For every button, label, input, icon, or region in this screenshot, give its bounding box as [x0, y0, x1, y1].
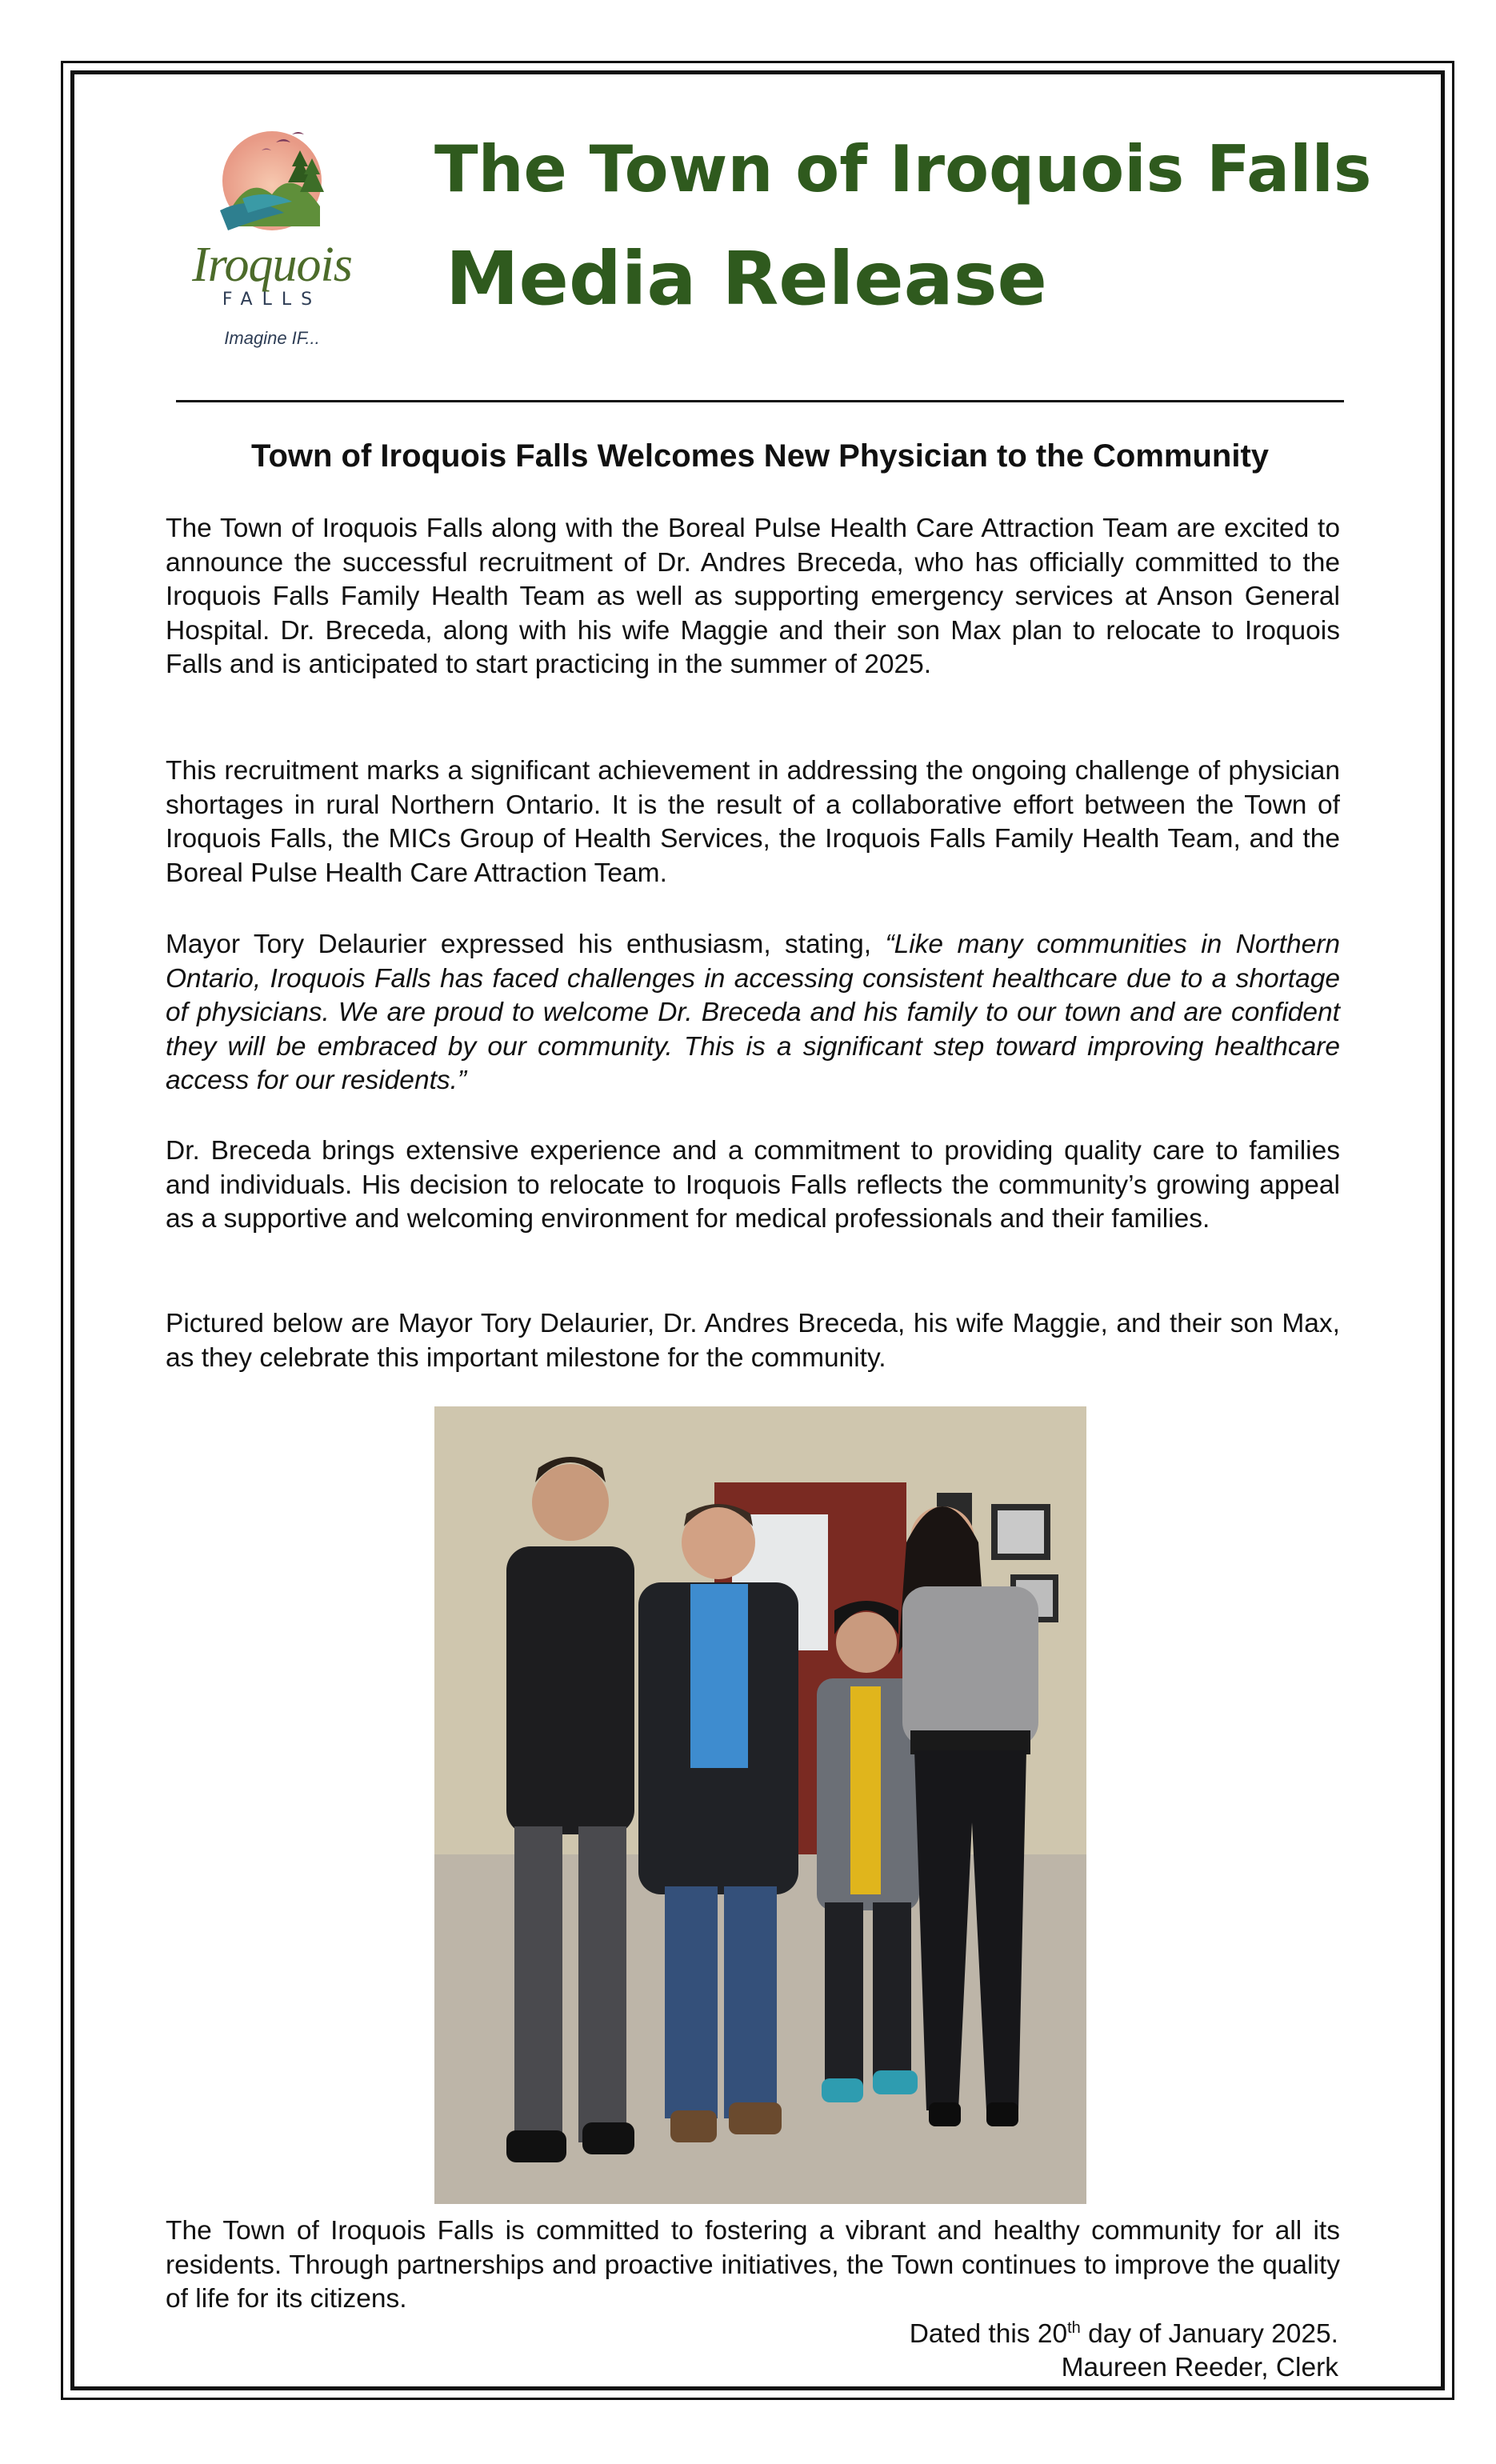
logo-falls-text: FALLS	[222, 290, 322, 310]
clerk-signature: Maureen Reeder, Clerk	[1061, 2353, 1338, 2382]
logo-tagline: Imagine IF...	[224, 328, 320, 348]
article-headline: Town of Iroquois Falls Welcomes New Physician to the Community	[250, 438, 1270, 474]
group-photo	[434, 1406, 1086, 2204]
logo-wordmark: Iroquois	[192, 238, 352, 292]
group-photo-image	[434, 1406, 1086, 2204]
dated-line	[910, 2318, 1338, 2352]
quote-intro: Mayor Tory Delaurier expressed his enthusiasm, stating,	[166, 930, 886, 959]
paragraph-pictured: Pictured below are Mayor Tory Delaurier, Dr. Andres Breceda, his wife Maggie, and their son Max, as they celebrate this important milestone for the community.	[166, 1309, 1340, 1373]
dated-rest: day of January 2025.	[1080, 2319, 1338, 2349]
paragraph-achievement: This recruitment marks a significant achievement in addressing the ongoing challenge of physician shortages in rural Northern Ontario. It is the result of a collaborative effort between the Town of Iroquois Falls, the MICs Group of Health Services, the Iroquois Falls Family Health Team, and the Boreal Pulse Health Care Attraction Team.	[166, 756, 1340, 888]
paragraph-commitment: The Town of Iroquois Falls is committed to fostering a vibrant and healthy community for all its residents. Through partnerships and proactive initiatives, the Town continues to improve the quality of life for its citizens.	[166, 2216, 1340, 2314]
paragraph-announcement: The Town of Iroquois Falls along with the Boreal Pulse Health Care Attraction Team are excited to announce the successful recruitment of Dr. Andres Breceda, who has officially committed to the Iroquois Falls Family Health Team as well as supporting emergency services at Anson General Hospital. Dr. Breceda, along with his wife Maggie and their son Max plan to relocate to Iroquois Falls and is anticipated to start practicing in the summer of 2025.	[166, 514, 1340, 679]
town-logo	[172, 118, 372, 358]
dated-ordinal: th	[1067, 2318, 1081, 2337]
page-title: The Town of Iroquois Falls	[434, 132, 1372, 206]
dated-prefix: Dated this 20	[909, 2319, 1068, 2349]
page-subtitle: Media Release	[446, 236, 1047, 322]
header-divider	[176, 400, 1344, 402]
paragraph-experience: Dr. Breceda brings extensive experience and a commitment to providing quality care to families and individuals. His decision to relocate to Iroquois Falls reflects the community’s growing appeal as a supportive and welcoming environment for medical professionals and their families.	[166, 1136, 1340, 1234]
mayor-quote: “Like many communities in Northern Ontario, Iroquois Falls has faced challenges in accessing consistent healthcare due to a shortage of physicians. We are proud to welcome Dr. Breceda and his family to our town and are confident they will be embraced by our community. This is a significant step toward improving healthcare access for our residents.”	[166, 930, 1340, 1095]
logo-emblem-icon	[172, 118, 372, 238]
paragraph-mayor-quote	[166, 928, 1340, 1098]
